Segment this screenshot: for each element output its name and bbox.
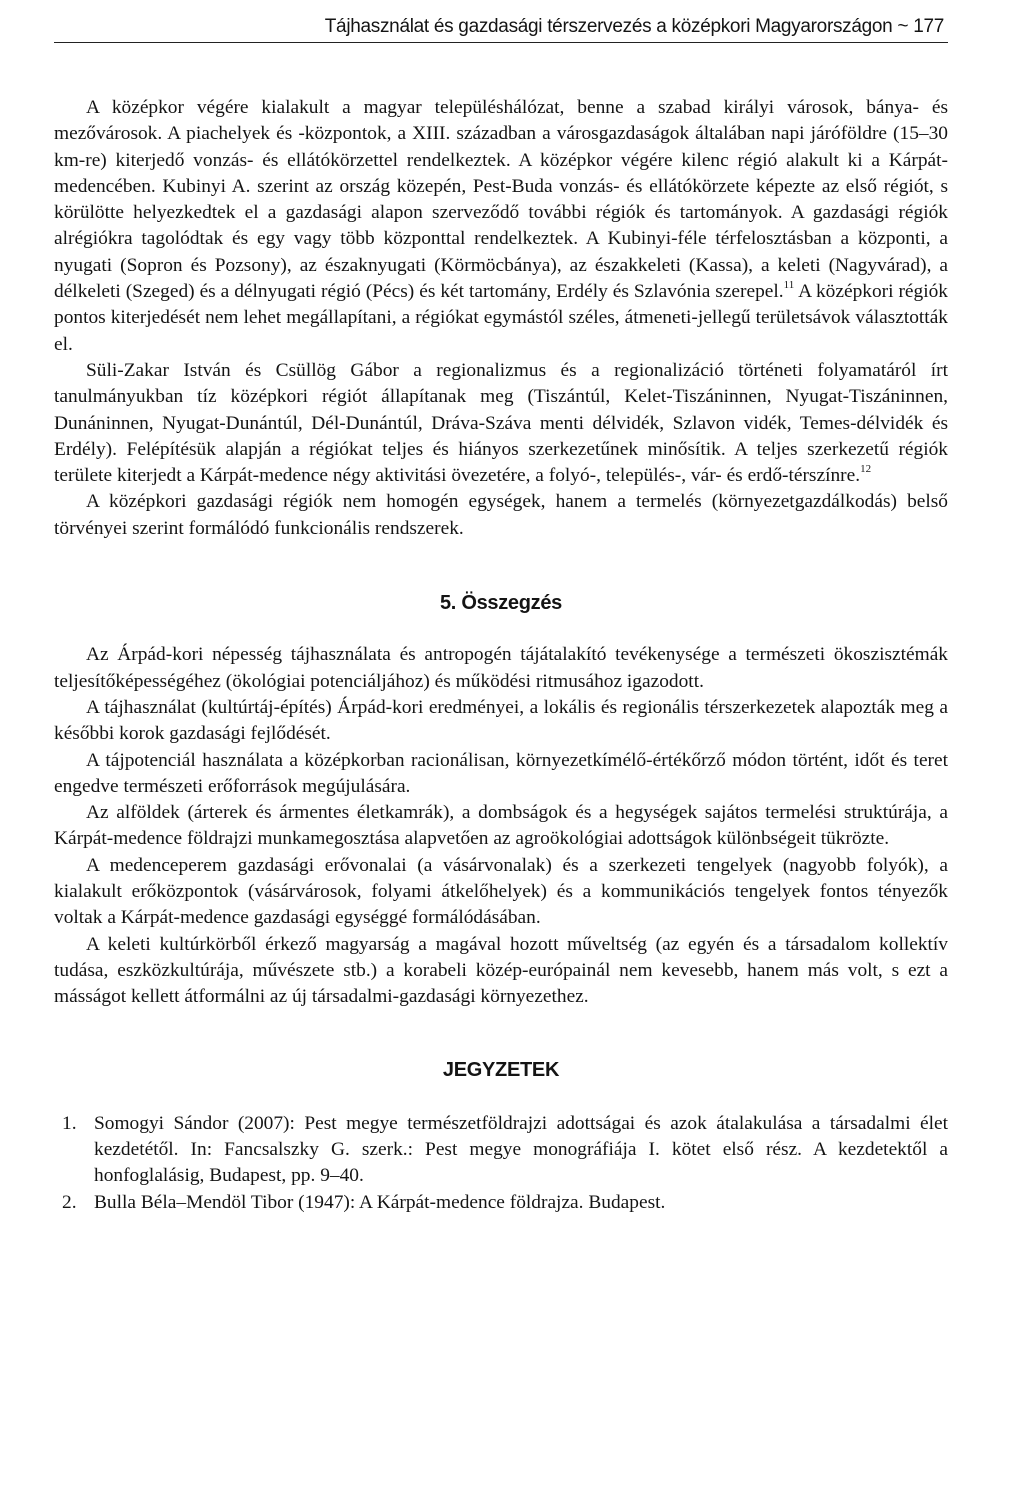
paragraph: Süli-Zakar István és Csüllög Gábor a regionalizmus és a regionalizáció történeti folyamatáról írt tanulmányukban tíz középkori régiót állapítanak meg (Tiszántúl, Kelet-Tiszáninnen, Nyugat-Tiszáninnen, Dunáninnen, Nyugat-Dunántúl, Dél-Dunántúl, Dráva-Száva menti délvidék, Szlavon vidék, Temes-délvidék és Erdély). Felépítésük alapján a régiókat teljes és hiányos szerkezetűnek minősítik. A teljes szerkezetű régiók területe kiterjedt a Kárpát-medence négy aktivitási övezetére, a folyó-, település-, vár- és erdő-térszínre.$^{12}$ xyxy=(54,359,948,487)
running-header: Tájhasználat és gazdasági térszervezés a középkori Magyarországon ~ 177 xyxy=(54,14,948,43)
page xyxy=(54,14,948,1216)
section-heading-summary: 5. Összegzés xyxy=(439,592,563,615)
notes-heading: JEGYZETEK xyxy=(442,1058,560,1081)
notes-list xyxy=(54,1111,948,1216)
note-text: Somogyi Sándor (2007): Pest megye természetföldrajzi adottságai és azok átalakulása a társadalmi élet kezdetétől. In: Fancsalszky G. szerk.: Pest megye monográfiája I. kötet első rész. A kezdetektől a honfoglalásig, Budapest, pp. 9–40. xyxy=(94,1112,948,1187)
footnote-ref: 12 xyxy=(860,463,872,476)
summary-paragraph: A keleti kultúrkörből érkező magyarság a magával hozott műveltség (az egyén és a társadalom kollektív tudása, eszközkultúrája, művészete stb.) a korabeli közép-európainál nem kevesebb, hanem más volt, s ezt a másságot kellett átformálni az új társadalmi-gazdasági környezethez. xyxy=(54,933,948,1008)
summary-paragraph: Az Árpád-kori népesség tájhasználata és antropogén tájátalakító tevékenysége a természeti ökoszisztémák teljesítőképességéhez (ökológiai potenciáljához) és működési ritmusához igazodott. xyxy=(54,644,948,692)
note-item xyxy=(54,1190,948,1216)
paragraph: A középkor végére kialakult a magyar településhálózat, benne a szabad királyi városok, bánya- és mezővárosok. A piachelyek és -központok, a XIII. században a városgazdaságok általában napi járóföldre (15–30 km-re) kiterjedő vonzás- és ellátókörzettel rendelkeztek. A középkor végére kilenc régió alakult ki a Kárpát-medencében. Kubinyi A. szerint az ország közepén, Pest-Buda vonzás- és ellátókörzete képezte az első régiót, s körülötte helyezkedtek el a gazdasági alapon szerveződő további régiók és tartományok. A gazdasági régiók alrégiókra tagolódtak és egy vagy több központtal rendelkeztek. A Kubinyi-féle térfelosztásban a központi, a nyugati (Sopron és Pozsony), az északnyugati (Körmöcbánya), az északkeleti (Kassa), a keleti (Nagyvárad), a délkeleti (Szeged) és a délnyugati régió (Pécs) és két tartomány, Erdély és Szlavónia szerepel.$^{11}$ A középkori régiók pontos kiterjedését nem lehet megállapítani, a régiókat egymástól széles, átmeneti-jellegű területsávok választották el. xyxy=(54,97,948,355)
summary-paragraph: A medenceperem gazdasági erővonalai (a vásárvonalak) és a szerkezeti tengelyek (nagyobb folyók), a kialakult erőközpontok (vásárvárosok, folyami átkelőhelyek) és a kommunikációs tengelyek fontos tényezők voltak a Kárpát-medence gazdasági egységgé formálódásában. xyxy=(54,854,948,929)
summary-paragraph: A tájhasználat (kultúrtáj-építés) Árpád-kori eredményei, a lokális és regionális térszerkezetek alapozták meg a későbbi korok gazdasági fejlődését. xyxy=(54,696,948,745)
body-text xyxy=(54,95,948,1216)
note-text: Bulla Béla–Mendöl Tibor (1947): A Kárpát-medence földrajza. Budapest. xyxy=(94,1191,666,1213)
summary-paragraph: A tájpotenciál használata a középkorban racionálisan, környezetkímélő-értékőrző módon történt, időt és teret engedve természeti erőforrások megújulására. xyxy=(54,749,948,797)
note-number: 2. xyxy=(62,1191,77,1213)
footnote-ref: 11 xyxy=(783,279,795,292)
note-number: 1. xyxy=(62,1112,77,1134)
paragraph: A középkori gazdasági régiók nem homogén egységek, hanem a termelés (környezetgazdálkodás) belső törvényei szerint formálódó funkcionális rendszerek. xyxy=(54,491,948,539)
summary-paragraph: Az alföldek (árterek és ármentes életkamrák), a dombságok és a hegységek sajátos termelési struktúrája, a Kárpát-medence földrajzi munkamegosztása alapvetően az agroökológiai adottságok különbségeit tükrözte. xyxy=(54,802,948,850)
note-item xyxy=(54,1111,948,1190)
